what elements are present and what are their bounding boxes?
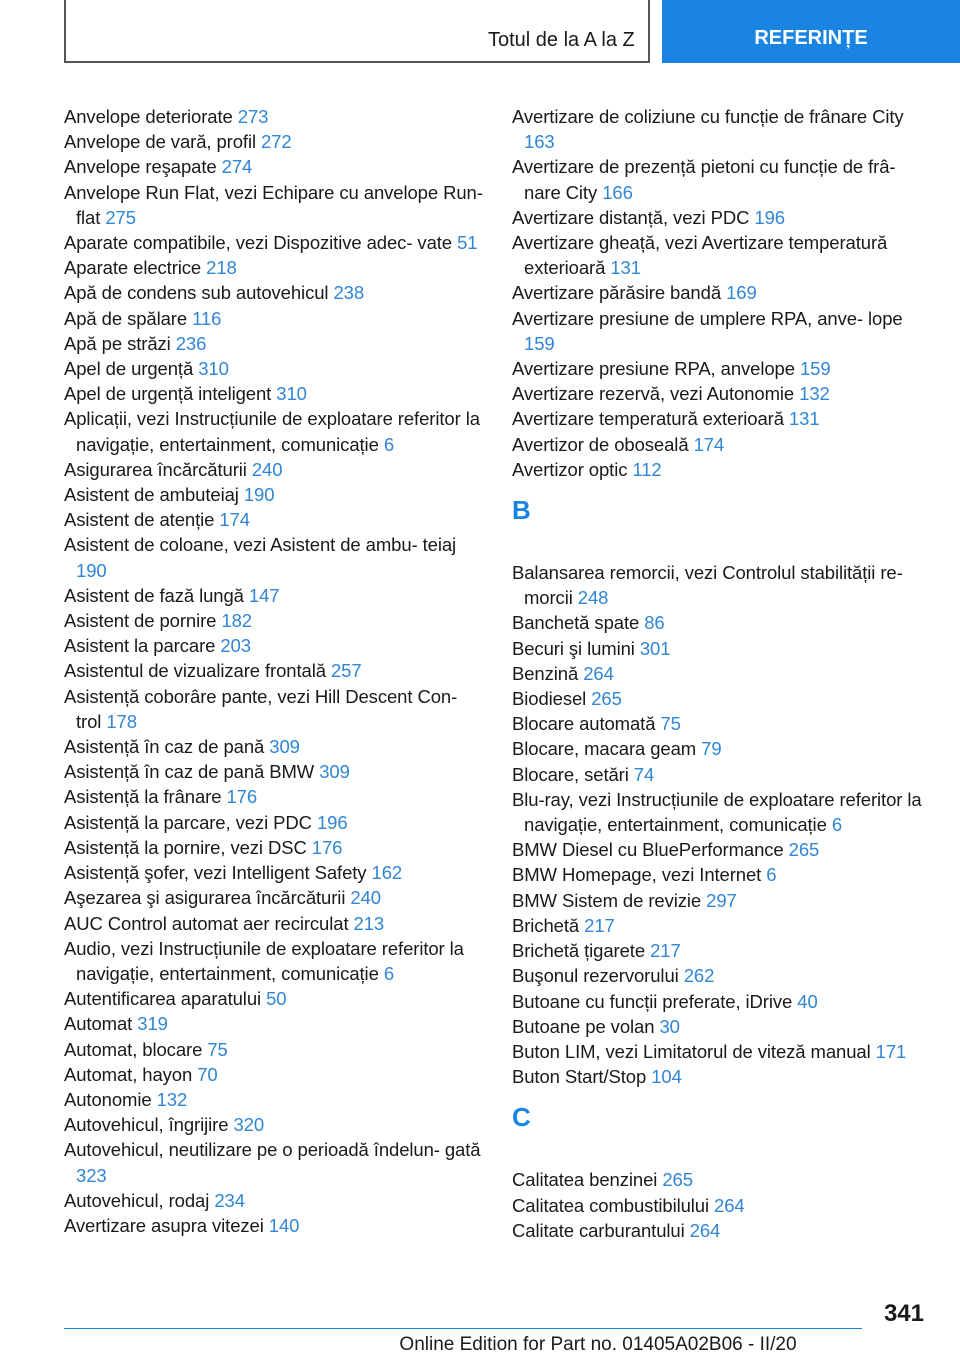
index-entry [64, 104, 484, 129]
index-entry [512, 1014, 932, 1039]
index-entry [64, 835, 484, 860]
index-entry-page-link[interactable]: 6 [766, 864, 777, 886]
index-entry [64, 658, 484, 683]
index-entry-page-link[interactable]: 310 [276, 383, 307, 405]
index-entry [512, 1218, 932, 1243]
index-entry [64, 406, 484, 456]
index-entry [64, 1062, 484, 1087]
index-entry-page-link[interactable]: 190 [76, 559, 107, 581]
index-entry [64, 784, 484, 809]
index-entry-term: Apă de condens sub autovehicul [64, 282, 329, 304]
index-entry-page-link[interactable]: 159 [524, 332, 555, 354]
index-entry [512, 356, 932, 381]
index-entry-term: Avertizare presiune de umplere RPA, anve‐ lope [512, 307, 903, 329]
index-entry-page-link[interactable]: 236 [175, 332, 207, 354]
index-entry-term: Blocare, setări [512, 763, 629, 785]
index-entry-term: Anvelope de vară, profil [64, 131, 256, 153]
index-entry-term: Butoane cu funcții preferate, iDrive [512, 990, 793, 1012]
index-entry-term: Automat, blocare [64, 1038, 203, 1060]
index-entry-page-link[interactable]: 40 [797, 990, 818, 1012]
index-entry [512, 736, 932, 761]
index-entry [512, 432, 932, 457]
index-entry-term: Asistență coborâre pante, vezi Hill Descent Con‐ trol [64, 685, 458, 732]
index-entry-page-link[interactable]: 265 [591, 688, 622, 710]
index-entry [512, 686, 932, 711]
index-entry-term: Asistent de fază lungă [64, 584, 244, 606]
index-entry [64, 482, 484, 507]
index-entry [512, 862, 932, 887]
index-entry-page-link[interactable]: 240 [350, 887, 381, 909]
index-entry-page-link[interactable]: 171 [875, 1040, 907, 1062]
index-entry-term: Avertizare temperatură exterioară [512, 408, 784, 430]
index-entry [64, 507, 484, 532]
index-entry-term: Asistență şofer, vezi Intelligent Safety [64, 862, 367, 884]
index-entry-term: Buton LIM, vezi Limitatorul de viteză manual [512, 1040, 871, 1062]
index-entry-term: Aşezarea şi asigurarea încărcăturii [64, 887, 346, 909]
index-entry-term: Aparate compatibile, vezi Dispozitive adec‐ vate [64, 232, 453, 254]
index-entry-term: Apă de spălare [64, 307, 188, 329]
index-entry-term: Calitatea combustibilului [512, 1194, 709, 1216]
index-entry-page-link[interactable]: 74 [633, 763, 655, 785]
index-entry [512, 406, 932, 431]
index-entry-page-link[interactable]: 174 [219, 509, 250, 531]
index-entry [64, 180, 484, 230]
index-entry-term: Autovehicul, rodaj [64, 1189, 210, 1211]
header-tab-label: REFERINȚE [754, 27, 868, 49]
index-entry-page-link[interactable]: 162 [371, 862, 403, 884]
index-entry-term: Avertizor optic [512, 458, 628, 480]
index-entry-term: BMW Diesel cu BluePerformance [512, 839, 784, 861]
index-entry [64, 810, 484, 835]
index-entry-page-link[interactable]: 196 [316, 811, 348, 833]
index-entry [64, 608, 484, 633]
index-entry-term: Automat, hayon [64, 1063, 193, 1085]
index-entry-term: Autentificarea aparatului [64, 988, 262, 1010]
index-entry-term: Autovehicul, îngrijire [64, 1114, 229, 1136]
index-entry-term: Becuri şi lumini [512, 637, 635, 659]
index-entry [512, 205, 932, 230]
index-entry-page-link[interactable]: 203 [220, 635, 251, 657]
index-entry-page-link[interactable]: 159 [799, 358, 831, 380]
index-entry-term: Brichetă țigarete [512, 940, 646, 962]
index-entry-page-link[interactable]: 51 [457, 232, 478, 254]
index-entry-term: Asistență la frânare [64, 786, 222, 808]
index-entry-term: Asistent de coloane, vezi Asistent de ambu‐ teiaj [64, 534, 457, 556]
index-entry-term: Apel de urgență inteligent [64, 383, 272, 405]
index-entry-term: Asistență la pornire, vezi DSC [64, 836, 307, 858]
index-entry-term: Asistență în caz de pană [64, 736, 265, 758]
index-entry [64, 936, 484, 986]
index-entry-page-link[interactable]: 140 [268, 1214, 300, 1236]
index-entry-term: Balansarea remorcii, vezi Controlul stabilității re‐ morcii [512, 562, 903, 609]
index-entry-page-link[interactable]: 86 [644, 612, 665, 634]
index-entry-term: Asistent de pornire [64, 610, 217, 632]
index-entry-term: Aplicații, vezi Instrucțiunile de exploatare referitor la navigație, entertainment, comunicație [64, 408, 480, 455]
index-letter-b: B [512, 495, 531, 526]
index-entry-term: Banchetă spate [512, 612, 640, 634]
index-entry-term: Autonomie [64, 1088, 152, 1110]
index-entry [512, 989, 932, 1014]
header-tab-references[interactable] [662, 0, 960, 63]
index-group-c [512, 1167, 932, 1243]
index-entry [64, 911, 484, 936]
index-entry [64, 986, 484, 1011]
index-entry [512, 1193, 932, 1218]
index-entry [64, 684, 484, 734]
index-entry-page-link[interactable]: 272 [261, 131, 292, 153]
index-entry-term: Blu-ray, vezi Instrucțiunile de exploatare referitor la navigație, entertainment, comunicație [512, 788, 922, 836]
index-entry-page-link[interactable]: 257 [330, 660, 362, 682]
index-entry-term: Asistență la parcare, vezi PDC [64, 811, 312, 833]
index-entry-page-link[interactable]: 178 [106, 710, 137, 732]
index-entry [512, 104, 932, 154]
index-entry-page-link[interactable]: 163 [524, 131, 555, 153]
index-entry-page-link[interactable]: 169 [726, 282, 757, 304]
index-column-left [64, 104, 484, 1238]
index-entry-page-link[interactable]: 6 [831, 814, 843, 836]
index-entry-page-link[interactable]: 319 [137, 1013, 168, 1035]
index-entry [512, 381, 932, 406]
index-entry-page-link[interactable]: 75 [660, 713, 681, 735]
index-entry [512, 963, 932, 988]
index-entry-page-link[interactable]: 70 [197, 1063, 218, 1085]
index-entry [512, 837, 932, 862]
index-entry-term: Audio, vezi Instrucțiunile de exploatare referitor la navigație, entertainment, comunicație [64, 937, 464, 984]
index-entry-page-link[interactable]: 196 [754, 206, 785, 228]
index-entry [64, 532, 484, 582]
index-entry [64, 583, 484, 608]
index-entry-page-link[interactable]: 310 [198, 358, 229, 380]
index-entry-term: Avertizare gheață, vezi Avertizare temperatură exterioară [512, 232, 888, 279]
index-entry-page-link[interactable]: 174 [693, 433, 725, 455]
index-entry [64, 331, 484, 356]
index-entry-term: Anvelope reşapate [64, 156, 217, 178]
index-entry [512, 1064, 932, 1089]
index-entry-page-link[interactable]: 6 [383, 433, 395, 455]
index-entry-page-link[interactable]: 273 [237, 106, 269, 127]
index-entry [64, 306, 484, 331]
index-entry [64, 381, 484, 406]
index-entry [512, 711, 932, 736]
index-entry [512, 913, 932, 938]
index-entry [64, 457, 484, 482]
index-entry [512, 154, 932, 204]
header-section-title: Totul de la A la Z [488, 29, 635, 51]
index-letter-c: C [512, 1102, 531, 1133]
index-entry-term: Asistent de atenție [64, 509, 215, 531]
index-entry-page-link[interactable]: 166 [602, 181, 633, 203]
index-entry-page-link[interactable]: 248 [577, 587, 609, 609]
index-entry [64, 860, 484, 885]
index-entry-page-link[interactable]: 75 [207, 1038, 228, 1060]
index-entry-term: Calitate carburantului [512, 1219, 685, 1241]
index-entry-term: Anvelope deteriorate [64, 106, 233, 127]
index-entry-term: Apel de urgență [64, 358, 194, 380]
index-entry-page-link[interactable]: 323 [76, 1164, 107, 1186]
index-entry-page-link[interactable]: 275 [105, 206, 136, 228]
index-entry-term: BMW Sistem de revizie [512, 889, 702, 911]
index-group-a-continued [512, 104, 932, 482]
index-entry [512, 636, 932, 661]
index-entry-page-link[interactable]: 297 [706, 889, 737, 911]
index-entry-page-link[interactable]: 116 [192, 307, 222, 329]
index-entry [512, 560, 932, 610]
index-entry-term: Calitatea benzinei [512, 1169, 658, 1191]
index-entry-term: Avertizare părăsire bandă [512, 282, 722, 304]
index-entry-term: Benzină [512, 662, 579, 684]
index-entry [64, 154, 484, 179]
index-entry [64, 1011, 484, 1036]
index-entry-term: Avertizare rezervă, vezi Autonomie [512, 383, 795, 405]
index-entry-page-link[interactable]: 238 [333, 282, 365, 304]
index-entry [512, 230, 932, 280]
index-entry [64, 1037, 484, 1062]
index-entry-term: Buşonul rezervorului [512, 965, 679, 987]
index-entry [512, 1039, 932, 1064]
index-entry-page-link[interactable]: 182 [221, 610, 252, 632]
index-entry-page-link[interactable]: 262 [683, 965, 715, 987]
index-entry-term: Asistentul de vizualizare frontală [64, 660, 326, 682]
index-entry-term: Aparate electrice [64, 257, 202, 279]
index-entry [512, 938, 932, 963]
index-entry-page-link[interactable]: 147 [248, 584, 280, 606]
index-entry [512, 280, 932, 305]
index-entry [64, 885, 484, 910]
index-entry-page-link[interactable]: 301 [639, 637, 671, 659]
index-entry-term: Avertizare de prezență pietoni cu funcție de frâ‐ nare City [512, 156, 896, 203]
index-entry-page-link[interactable]: 176 [226, 786, 258, 808]
footer-edition-text: Online Edition for Part no. 01405A02B06 - II/20 [399, 1334, 797, 1355]
index-entry [64, 1112, 484, 1137]
index-entry-term: Avertizor de oboseală [512, 433, 689, 455]
index-entry-page-link[interactable]: 264 [689, 1219, 721, 1241]
index-entry [64, 1087, 484, 1112]
index-entry [64, 633, 484, 658]
index-entry-page-link[interactable]: 218 [206, 257, 237, 279]
index-entry-page-link[interactable]: 30 [659, 1015, 680, 1037]
index-entry-term: Asistență în caz de pană BMW [64, 761, 315, 783]
index-entry-page-link[interactable]: 213 [353, 912, 385, 934]
index-entry-page-link[interactable]: 265 [788, 839, 820, 861]
index-entry [64, 734, 484, 759]
index-entry-term: Avertizare asupra vitezei [64, 1214, 264, 1236]
index-entry-page-link[interactable]: 309 [269, 736, 300, 758]
index-entry-term: Avertizare de coliziune cu funcție de frânare City [512, 106, 904, 127]
index-group-b [512, 560, 932, 1089]
index-entry-term: Blocare automată [512, 713, 656, 735]
index-entry-term: Avertizare distanță, vezi PDC [512, 206, 750, 228]
index-entry [64, 1137, 484, 1187]
index-entry-term: Brichetă [512, 914, 580, 936]
index-entry-term: BMW Homepage, vezi Internet [512, 864, 762, 886]
index-entry [512, 787, 932, 837]
index-entry [64, 280, 484, 305]
index-entry-page-link[interactable]: 264 [714, 1194, 745, 1216]
index-entry-page-link[interactable]: 6 [383, 962, 395, 984]
index-entry [64, 356, 484, 381]
index-entry-term: Butoane pe volan [512, 1015, 655, 1037]
index-entry-term: Asistent de ambuteiaj [64, 484, 239, 506]
footer-rule [64, 1328, 862, 1329]
index-entry-page-link[interactable]: 264 [583, 662, 614, 684]
index-entry-term: AUC Control automat aer recirculat [64, 912, 349, 934]
index-entry-term: Asistent la parcare [64, 635, 216, 657]
index-entry-term: Avertizare presiune RPA, anvelope [512, 358, 795, 380]
index-entry [512, 457, 932, 482]
index-entry-term: Autovehicul, neutilizare pe o perioadă îndelun‐ gată [64, 1139, 481, 1161]
index-entry-term: Anvelope Run Flat, vezi Echipare cu anvelope Run-flat [64, 181, 483, 228]
index-entry-page-link[interactable]: 131 [788, 408, 820, 430]
index-entry [64, 1213, 484, 1238]
index-entry-page-link[interactable]: 176 [311, 836, 343, 858]
index-entry [512, 306, 932, 356]
index-entry-page-link[interactable]: 50 [266, 988, 287, 1010]
index-entry [64, 255, 484, 280]
index-entry [512, 888, 932, 913]
index-entry [512, 661, 932, 686]
index-entry-page-link[interactable]: 217 [650, 940, 681, 962]
index-entry-term: Biodiesel [512, 688, 587, 710]
index-entry [512, 610, 932, 635]
index-entry-page-link[interactable]: 265 [662, 1169, 693, 1191]
index-entry-page-link[interactable]: 132 [799, 383, 830, 405]
index-entry-term: Apă pe străzi [64, 332, 171, 354]
index-entry-page-link[interactable]: 131 [610, 257, 641, 279]
index-entry-page-link[interactable]: 79 [701, 738, 722, 760]
index-entry-term: Blocare, macara geam [512, 738, 697, 760]
index-entry-page-link[interactable]: 234 [214, 1189, 245, 1211]
index-entry-page-link[interactable]: 217 [584, 914, 615, 936]
index-entry [64, 759, 484, 784]
index-entry-page-link[interactable]: 104 [651, 1066, 682, 1088]
index-entry-page-link[interactable]: 112 [632, 458, 662, 480]
index-entry-page-link[interactable]: 320 [233, 1114, 265, 1136]
index-entry-page-link[interactable]: 309 [319, 761, 350, 783]
index-entry-page-link[interactable]: 190 [243, 484, 275, 506]
index-entry-page-link[interactable]: 274 [221, 156, 253, 178]
index-entry-page-link[interactable]: 132 [156, 1088, 188, 1110]
index-entry [64, 230, 484, 255]
index-column-right [512, 104, 932, 1243]
index-entry [64, 1188, 484, 1213]
index-entry [512, 762, 932, 787]
index-entry-term: Asigurarea încărcăturii [64, 458, 247, 480]
index-entry [64, 129, 484, 154]
index-entry-page-link[interactable]: 240 [251, 458, 283, 480]
index-entry [512, 1167, 932, 1192]
index-entry-term: Buton Start/Stop [512, 1066, 647, 1088]
index-entry-term: Automat [64, 1013, 133, 1035]
page-number: 341 [883, 1300, 924, 1327]
